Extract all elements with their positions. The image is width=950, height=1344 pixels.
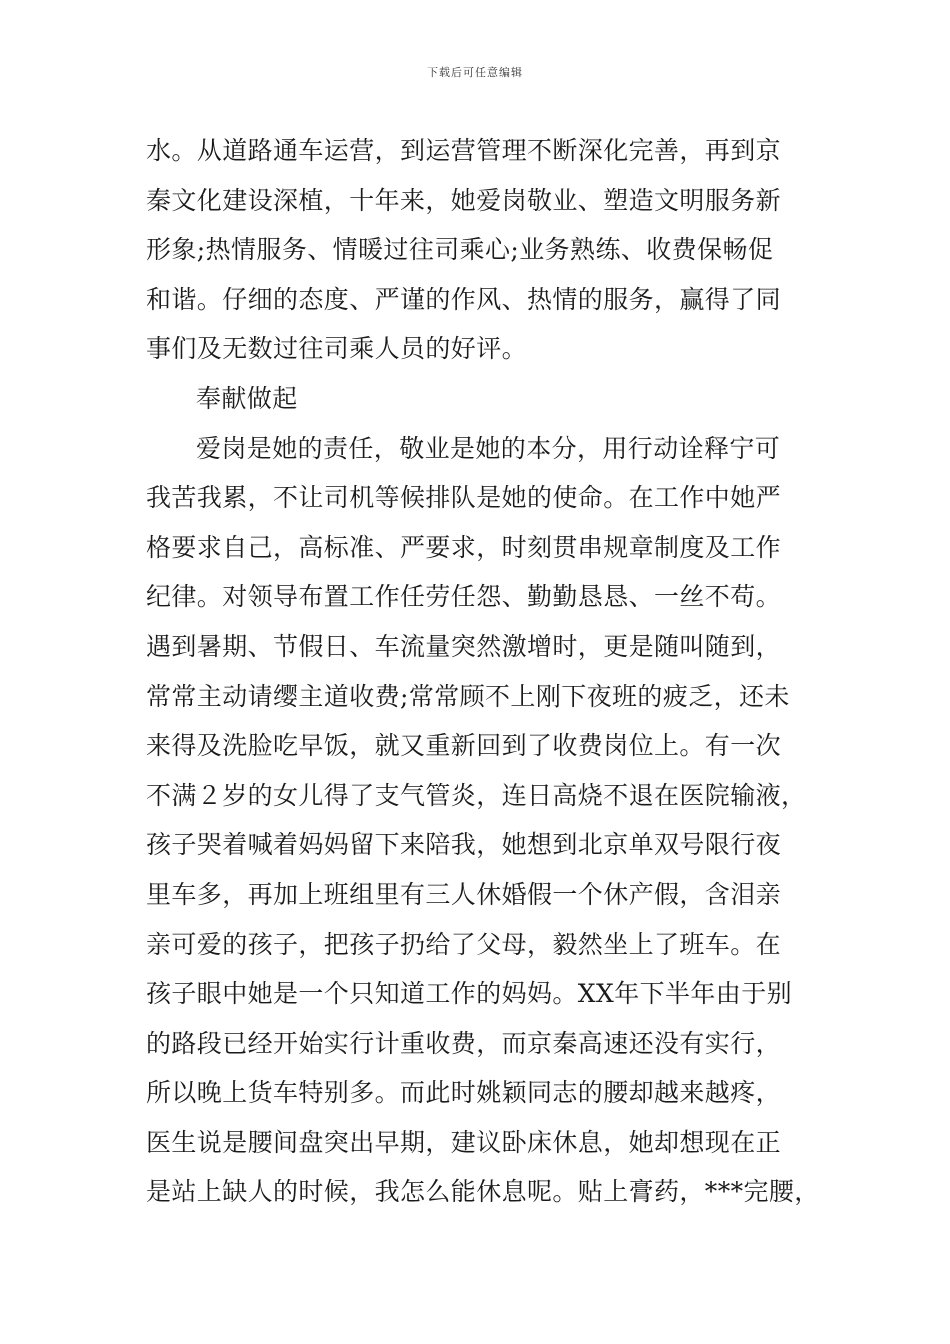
text-line: 纪律。对领导布置工作任劳任怨、勤勤恳恳、一丝不苟。 xyxy=(146,582,782,612)
text-line: 不满２岁的女儿得了支气管炎，连日高烧不退在医院输液， xyxy=(146,780,807,810)
text-line: 常常主动请缨主道收费;常常顾不上刚下夜班的疲乏，还未 xyxy=(146,681,790,711)
text-line: 我苦我累，不让司机等候排队是她的使命。在工作中她严 xyxy=(146,483,782,513)
text-line: 是站上缺人的时候，我怎么能休息呢。贴上膏药，***完腰， xyxy=(146,1177,820,1207)
text-line: 孩子哭着喊着妈妈留下来陪我，她想到北京单双号限行夜 xyxy=(146,830,782,860)
page-header: 下载后可任意编辑 xyxy=(427,66,523,79)
text-line: 医生说是腰间盘突出早期，建议卧床休息，她却想现在正 xyxy=(146,1127,782,1157)
text-line: 格要求自己，高标准、严要求，时刻贯串规章制度及工作 xyxy=(146,532,782,562)
section-heading: 奉献做起 xyxy=(196,383,298,413)
text-line: 水。从道路通车运营，到运营管理不断深化完善，再到京 xyxy=(146,136,782,165)
text-line: 亲可爱的孩子，把孩子扔给了父母，毅然坐上了班车。在 xyxy=(146,929,782,959)
text-line: 和谐。仔细的态度、严谨的作风、热情的服务，赢得了同 xyxy=(146,284,782,314)
text-line: 里车多，再加上班组里有三人休婚假一个休产假，含泪亲 xyxy=(146,879,782,909)
text-line: 秦文化建设深植，十年来，她爱岗敬业、塑造文明服务新 xyxy=(146,185,782,215)
text-line: 来得及洗脸吃早饭，就又重新回到了收费岗位上。有一次 xyxy=(146,731,782,761)
document-body xyxy=(146,126,836,1217)
text-line: 形象;热情服务、情暖过往司乘心;业务熟练、收费保畅促 xyxy=(146,235,774,265)
text-line: 遇到暑期、节假日、车流量突然激增时，更是随叫随到， xyxy=(146,631,782,661)
text-line: 的路段已经开始实行计重收费，而京秦高速还没有实行， xyxy=(146,1028,782,1058)
text-line: 所以晚上货车特别多。而此时姚颖同志的腰却越来越疼， xyxy=(146,1078,782,1108)
paragraph-first-line: 爱岗是她的责任，敬业是她的本分，用行动诠释宁可 xyxy=(196,433,781,463)
text-line: 事们及无数过往司乘人员的好评。 xyxy=(146,334,528,364)
text-line: 孩子眼中她是一个只知道工作的妈妈。XX年下半年由于别 xyxy=(146,979,792,1009)
